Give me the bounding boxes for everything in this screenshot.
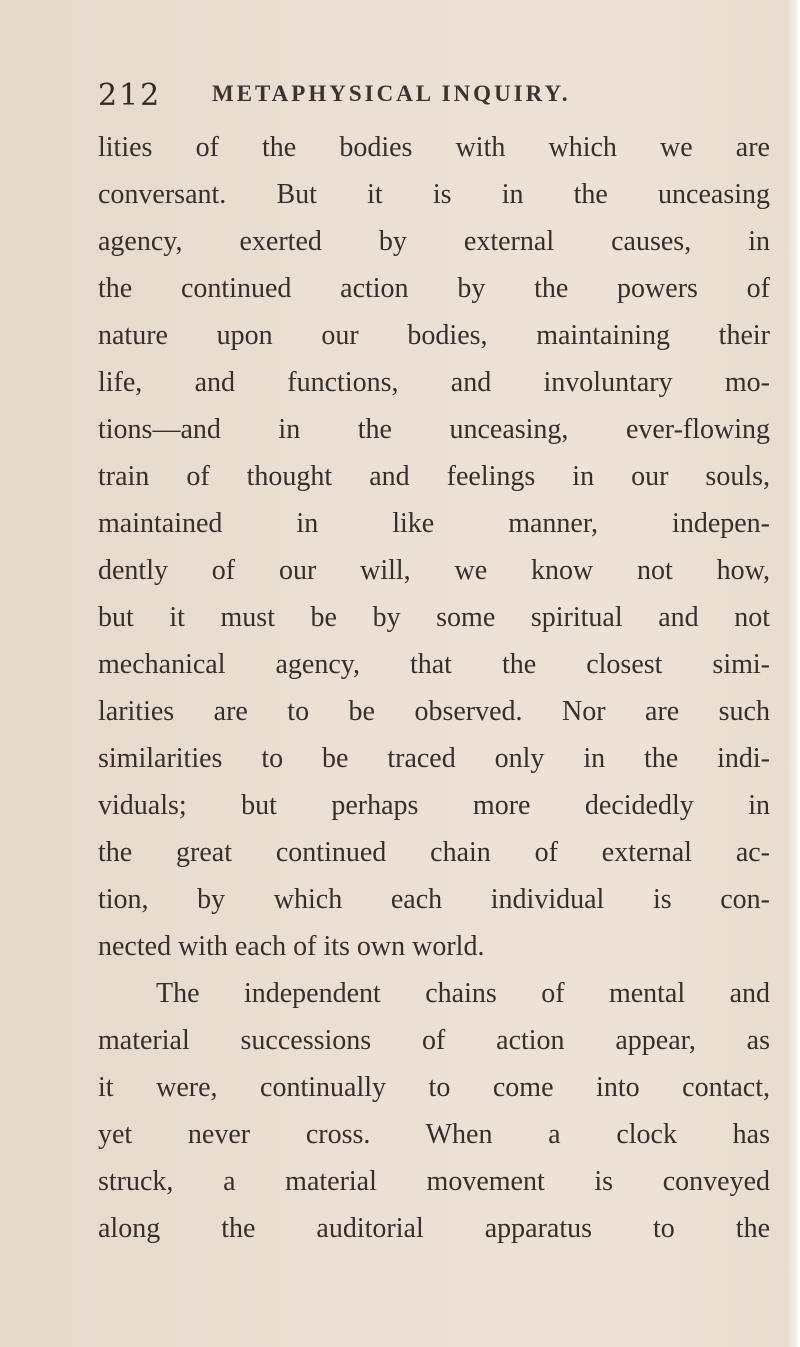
text-line: dently of our will, we know not how,: [98, 555, 770, 586]
text-line: conversant. But it is in the unceasing: [98, 179, 770, 210]
text-line: larities are to be observed. Nor are such: [98, 696, 770, 727]
running-head: METAPHYSICAL INQUIRY.: [212, 81, 571, 106]
text-line: maintained in like manner, indepen-: [98, 508, 770, 539]
text-line: yet never cross. When a clock has: [98, 1119, 770, 1150]
text-line: the great continued chain of external ac-: [98, 837, 770, 868]
text-line: viduals; but perhaps more decidedly in: [98, 790, 770, 821]
text-line: struck, a material movement is conveyed: [98, 1166, 770, 1197]
text-line: but it must be by some spiritual and not: [98, 602, 770, 633]
text-line: lities of the bodies with which we are: [98, 132, 770, 163]
text-line: agency, exerted by external causes, in: [98, 226, 770, 257]
text-line: it were, continually to come into contact,: [98, 1072, 770, 1103]
text-line: similarities to be traced only in the indi-: [98, 743, 770, 774]
page-header: [98, 78, 778, 114]
page-number: 212: [98, 78, 162, 113]
text-line: nature upon our bodies, maintaining their: [98, 320, 770, 351]
page-edge: [786, 0, 800, 1347]
text-line: material successions of action appear, as: [98, 1025, 770, 1056]
text-line: mechanical agency, that the closest simi-: [98, 649, 770, 680]
text-line-paragraph-end: nected with each of its own world.: [98, 931, 485, 962]
text-line: tion, by which each individual is con-: [98, 884, 770, 915]
text-line-paragraph-start: The independent chains of mental and: [156, 978, 770, 1009]
text-line: train of thought and feelings in our souls,: [98, 461, 770, 492]
text-line: life, and functions, and involuntary mo-: [98, 367, 770, 398]
text-line: along the auditorial apparatus to the: [98, 1213, 770, 1244]
text-line: the continued action by the powers of: [98, 273, 770, 304]
text-line: tions—and in the unceasing, ever-flowing: [98, 414, 770, 445]
